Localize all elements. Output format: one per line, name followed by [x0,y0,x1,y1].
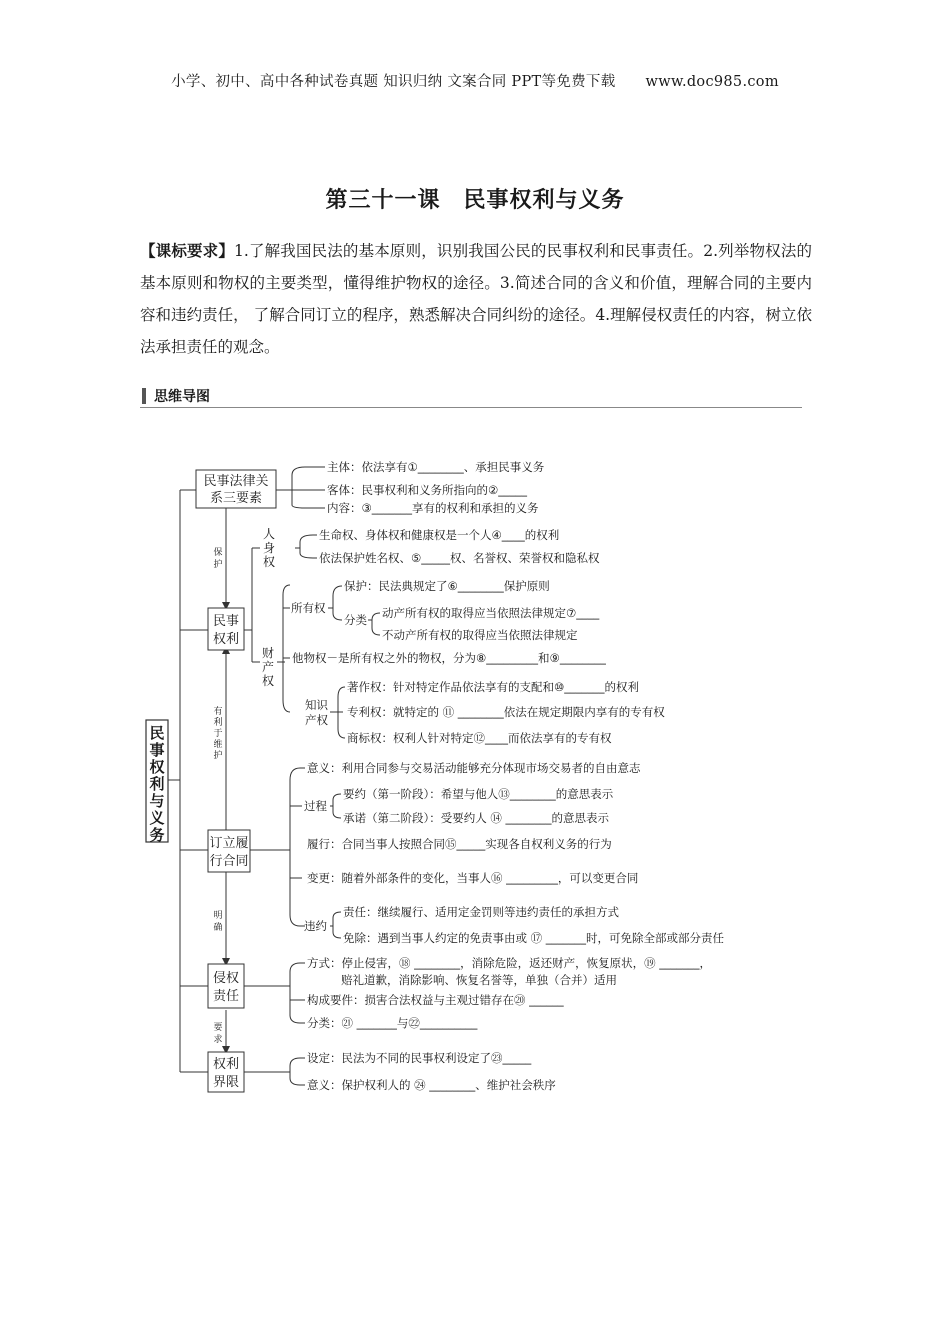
cat-ip: 产权 [305,713,328,727]
leaf-method: 方式：停止侵害，⑱ ________，消除危险，返还财产，恢复原状，⑲ _______， [307,956,712,970]
cat-property: 产 [261,660,275,674]
leaf-accept: 承诺（第二阶段）：受要约人 ⑭ ________的意思表示 [343,811,610,825]
cat-property: 权 [261,674,275,688]
leaf-offer: 要约（第一阶段）：希望与他人⑬________的意思表示 [343,787,614,801]
cat-personal: 人 [262,527,276,541]
leaf-object: 客体：民事权利和义务所指向的②_____ [327,483,528,497]
box-contract-line2: 行合同 [209,854,249,869]
leaf-subject: 主体：依法享有①________、承担民事义务 [327,460,545,474]
leaf-method: 赔礼道歉，消除影响、恢复名誉等，单独（合并）适用 [341,973,617,987]
requirements-text: 1.了解我国民法的基本原则，识别我国公民的民事权利和民事责任。2.列举物权法的基本原则和物权的主要类型，懂得维护物权的途径。3.简述合同的含义和价值，理解合同的主要内容和违约责任， 了解合同订立的程序，熟悉解决合同纠纷的途径。4.理解侵权责任的内容，树立依法承担责任的观念。 [140,242,812,356]
root-char: 民 [149,724,165,742]
arrow-label: 于 [213,729,223,739]
box-elements-line2: 系三要素 [209,491,263,506]
leaf-name: 依法保护姓名权、⑤_____权、名誉权、荣誉权和隐私权 [319,551,600,565]
leaf-copyright: 著作权：针对特定作品依法享有的支配和⑩_______的权利 [347,680,640,694]
arrow-label: 利 [213,718,223,728]
leaf-exempt: 免除：遇到当事人约定的免责事由或 ⑰ _______时，可免除全部或部分责任 [343,931,725,945]
root-char: 与 [149,792,165,810]
section-title: 思维导图 [154,389,210,405]
cat-breach: 违约 [304,919,327,933]
arrow-label: 维 [213,740,223,750]
box-contract-line1: 订立履 [209,836,249,851]
cat-property: 财 [261,646,275,660]
arrow-label: 有 [213,707,223,717]
box-tort-line2: 责任 [212,989,240,1004]
arrow-label: 要 [213,1023,223,1033]
leaf-content: 内容：③_______享有的权利和承担的义务 [327,501,539,515]
box-elements-line1: 民事法律关 [203,474,269,489]
header-text: 小学、初中、高中各种试卷真题 知识归纳 文案合同 PPT等免费下载 [171,74,616,90]
leaf-elements: 构成要件：损害合法权益与主观过错存在⑳ ______ [307,993,564,1007]
leaf-setting: 设定：民法为不同的民事权利设定了㉓_____ [307,1051,532,1065]
leaf-meaning: 意义：利用合同参与交易活动能够充分体现市场交易者的自由意志 [307,761,641,775]
cat-process: 过程 [304,799,327,813]
root-char: 事 [149,741,165,759]
box-limits-line1: 权利 [212,1057,240,1072]
leaf-other: 他物权－是所有权之外的物权，分为⑧_________和⑨________ [292,651,606,665]
arrow-label: 明 [213,911,223,921]
leaf-patent: 专利权：就特定的 ⑪ ________依法在规定期限内享有的专有权 [347,705,665,719]
root-char: 务 [149,826,165,844]
leaf-perform: 履行：合同当事人按照合同⑮_____实现各自权利义务的行为 [307,837,612,851]
leaf-liability: 责任：继续履行、适用定金罚则等违约责任的承担方式 [343,905,619,919]
arrow-label: 保 [213,548,223,558]
arrow-label: 确 [213,923,223,933]
cat-classify: 分类 [344,613,367,627]
box-tort-line1: 侵权 [212,971,240,986]
page-title: 第三十一课 民事权利与义务 [325,188,625,213]
root-char: 权 [149,758,165,776]
cat-personal: 权 [262,555,276,569]
arrow-label: 护 [213,560,223,570]
leaf-classes: 分类：㉑ _______与㉒__________ [307,1016,478,1030]
requirements-label: 【课标要求】 [140,242,234,260]
root-char: 利 [149,775,165,793]
cat-ip: 知识 [305,698,328,712]
cat-ownership: 所有权 [291,601,326,615]
box-rights-line2: 权利 [212,632,240,647]
header-site: www.doc985.com [645,74,779,90]
cat-personal: 身 [262,541,276,555]
arrow-label: 护 [213,751,223,761]
leaf-change: 变更：随着外部条件的变化，当事人⑯ _________，可以变更合同 [307,871,639,885]
leaf-trademark: 商标权：权利人针对特定⑫____而依法享有的专有权 [347,731,612,745]
leaf-immovable: 不动产所有权的取得应当依照法律规定 [382,628,578,642]
leaf-life: 生命权、身体权和健康权是一个人④____的权利 [319,528,560,542]
leaf-movable: 动产所有权的取得应当依照法律规定⑦____ [382,606,600,620]
arrow-label: 求 [213,1035,223,1045]
leaf-own-protect: 保护：民法典规定了⑥________保护原则 [344,579,550,593]
box-rights-line1: 民事 [212,614,240,629]
box-limits-line2: 界限 [212,1075,240,1090]
root-char: 义 [149,809,165,827]
leaf-limit-meaning: 意义：保护权利人的 ㉔ ________、维护社会秩序 [307,1078,556,1092]
